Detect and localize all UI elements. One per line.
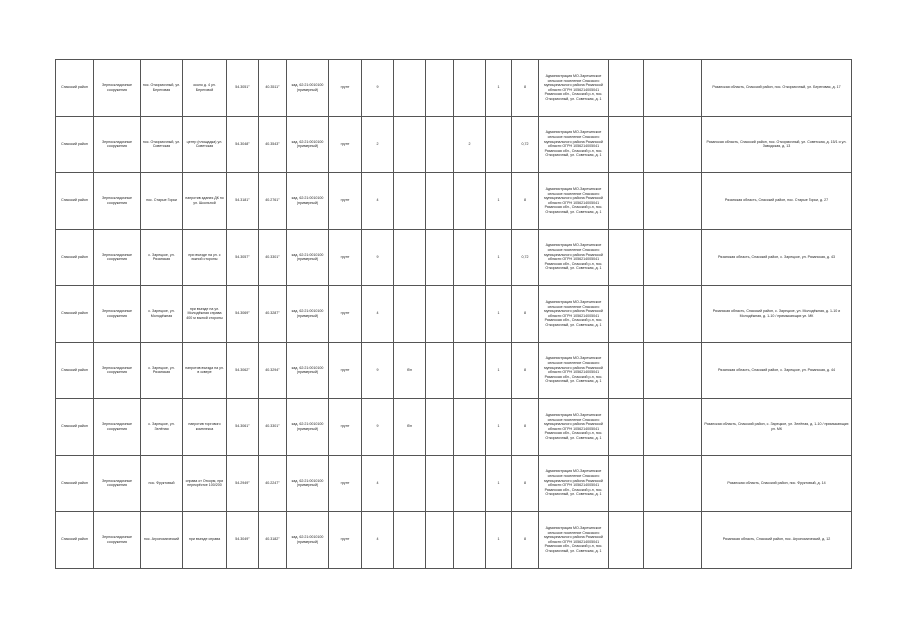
table-row — [56, 512, 852, 569]
col9-cell: б/н — [394, 342, 426, 399]
col13-cell: 8 — [512, 399, 539, 456]
longitude-cell: 40.3294° — [259, 342, 287, 399]
address-cell: Рязанская область, Спасский район, пос. Фруктовый, д. 14 — [702, 455, 852, 512]
address-cell: Рязанская область, Спасский район, пос. Откормочный, ул. Береговая, д. 17 — [702, 60, 852, 117]
col9-cell — [394, 116, 426, 173]
col16-cell — [644, 512, 702, 569]
settlement-cell: пос. Откормочный, ул. Береговая — [141, 60, 183, 117]
owner-cell: Администрация МО-Заречинское сельское поселение Спасского муниципального района Рязанской области ОГРН 1056214005041 Рязанская обл., Спасский р-н, пос. Откормочный, ул. Советская, д. 1 — [539, 399, 609, 456]
col15-cell — [609, 455, 644, 512]
col10-cell — [426, 60, 454, 117]
col11-cell: 2 — [454, 116, 486, 173]
col13-cell: 0,72 — [512, 116, 539, 173]
area-cell: 9 — [362, 342, 394, 399]
col16-cell — [644, 173, 702, 230]
district-cell: Спасский район — [56, 116, 94, 173]
cover-cell: грунт — [329, 173, 362, 230]
col16-cell — [644, 286, 702, 343]
cover-cell: грунт — [329, 455, 362, 512]
settlement-cell: с. Зарецкое, ул. Молодёжная — [141, 286, 183, 343]
col16-cell — [644, 116, 702, 173]
owner-cell: Администрация МО-Заречинское сельское поселение Спасского муниципального района Рязанской области ОГРН 1056214005041 Рязанская обл., Спасский р-н, пос. Откормочный, ул. Советская, д. 1 — [539, 512, 609, 569]
cadastral-cell: кад. 62:21:0010100 (примерный) — [287, 229, 329, 286]
settlement-cell: с. Зарецкое, ул. Рязанская — [141, 229, 183, 286]
longitude-cell: 40.2247° — [259, 455, 287, 512]
address-cell: Рязанская область, Спасский район, с. Зарецкое, ул. Молодёжная, д. 1-10 и Молодёжная, д. 1-10 / примыкающих ул. МК — [702, 286, 852, 343]
table-row — [56, 399, 852, 456]
table-row — [56, 342, 852, 399]
owner-cell: Администрация МО-Заречинское сельское поселение Спасского муниципального района Рязанской области ОГРН 1056214005041 Рязанская обл., Спасский р-н, пос. Откормочный, ул. Советская, д. 1 — [539, 173, 609, 230]
settlement-cell: пос. Старые Горки — [141, 173, 183, 230]
col10-cell — [426, 173, 454, 230]
col15-cell — [609, 60, 644, 117]
table-row — [56, 229, 852, 286]
col10-cell — [426, 399, 454, 456]
settlement-cell: пос. Агрономический — [141, 512, 183, 569]
cadastral-cell: кад. 62:21:0010100 (примерный) — [287, 173, 329, 230]
col11-cell — [454, 399, 486, 456]
longitude-cell: 40.3511° — [259, 60, 287, 117]
location-cell: при въезде на ул. с южной стороны — [183, 229, 227, 286]
owner-cell: Администрация МО-Заречинское сельское поселение Спасского муниципального района Рязанской области ОГРН 1056214005041 Рязанская обл., Спасский р-н, пос. Откормочный, ул. Советская, д. 1 — [539, 60, 609, 117]
col13-cell: 8 — [512, 342, 539, 399]
location-cell: центр (площадка) ул. Советская — [183, 116, 227, 173]
latitude-cell: 54.2949° — [227, 455, 259, 512]
col13-cell: 8 — [512, 512, 539, 569]
settlement-cell: пос. Откормочный, ул. Советская — [141, 116, 183, 173]
registry-table — [55, 59, 852, 569]
col10-cell — [426, 229, 454, 286]
cadastral-cell: кад. 62:21:0010100 (примерный) — [287, 286, 329, 343]
location-cell: напротив здания ДК по ул. Школьной — [183, 173, 227, 230]
object-type-cell: Зерноскладочные сооружения — [94, 173, 141, 230]
col10-cell — [426, 455, 454, 512]
col9-cell — [394, 60, 426, 117]
col15-cell — [609, 229, 644, 286]
location-cell: при въезде справа — [183, 512, 227, 569]
cadastral-cell: кад. 62:21:0010100 (примерный) — [287, 342, 329, 399]
settlement-cell: с. Зарецкое, ул. Зелёная — [141, 399, 183, 456]
cadastral-cell: кад. 62:21:0010100 (примерный) — [287, 60, 329, 117]
col15-cell — [609, 399, 644, 456]
object-type-cell: Зерноскладочные сооружения — [94, 286, 141, 343]
location-cell: около д. 4 ул. Береговой — [183, 60, 227, 117]
col9-cell — [394, 512, 426, 569]
col15-cell — [609, 286, 644, 343]
owner-cell: Администрация МО-Заречинское сельское поселение Спасского муниципального района Рязанской области ОГРН 1056214005041 Рязанская обл., Спасский р-н, пос. Откормочный, ул. Советская, д. 1 — [539, 286, 609, 343]
col11-cell — [454, 286, 486, 343]
address-cell: Рязанская область, Спасский район, пос. Агрономический, д. 12 — [702, 512, 852, 569]
area-cell: 4 — [362, 173, 394, 230]
col10-cell — [426, 286, 454, 343]
col11-cell — [454, 173, 486, 230]
area-cell: 9 — [362, 399, 394, 456]
settlement-cell: с. Зарецкое, ул. Рязанская — [141, 342, 183, 399]
district-cell: Спасский район — [56, 286, 94, 343]
cover-cell: грунт — [329, 286, 362, 343]
latitude-cell: 54.3062° — [227, 342, 259, 399]
owner-cell: Администрация МО-Заречинское сельское поселение Спасского муниципального района Рязанской области ОГРН 1056214005041 Рязанская обл., Спасский р-н, пос. Откормочный, ул. Советская, д. 1 — [539, 455, 609, 512]
col9-cell — [394, 173, 426, 230]
area-cell: 9 — [362, 60, 394, 117]
settlement-cell: пос. Фруктовый — [141, 455, 183, 512]
col16-cell — [644, 342, 702, 399]
cover-cell: грунт — [329, 512, 362, 569]
object-type-cell: Зерноскладочные сооружения — [94, 512, 141, 569]
area-cell: 9 — [362, 229, 394, 286]
table-row — [56, 286, 852, 343]
table-row — [56, 60, 852, 117]
col13-cell: 0,72 — [512, 229, 539, 286]
owner-cell: Администрация МО-Заречинское сельское поселение Спасского муниципального района Рязанской области ОГРН 1056214005041 Рязанская обл., Спасский р-н, пос. Откормочный, ул. Советская, д. 1 — [539, 116, 609, 173]
object-type-cell: Зерноскладочные сооружения — [94, 455, 141, 512]
cadastral-cell: кад. 62:21:0010100 (примерный) — [287, 116, 329, 173]
latitude-cell: 54.3181° — [227, 173, 259, 230]
col9-cell — [394, 455, 426, 512]
cover-cell: грунт — [329, 116, 362, 173]
col10-cell — [426, 116, 454, 173]
address-cell: Рязанская область, Спасский район, пос. Откормочный, ул. Советская, д. 15/1 и ул. Заводская, д. 13 — [702, 116, 852, 173]
col13-cell: 8 — [512, 455, 539, 512]
cadastral-cell: кад. 62:21:0010100 (примерный) — [287, 455, 329, 512]
district-cell: Спасский район — [56, 342, 94, 399]
col11-cell — [454, 512, 486, 569]
object-type-cell: Зерноскладочные сооружения — [94, 60, 141, 117]
col13-cell: 8 — [512, 173, 539, 230]
longitude-cell: 40.3543° — [259, 116, 287, 173]
col11-cell — [454, 455, 486, 512]
col16-cell — [644, 399, 702, 456]
latitude-cell: 54.3051° — [227, 60, 259, 117]
col15-cell — [609, 173, 644, 230]
owner-cell: Администрация МО-Заречинское сельское поселение Спасского муниципального района Рязанской области ОГРН 1056214005041 Рязанская обл., Спасский р-н, пос. Откормочный, ул. Советская, д. 1 — [539, 229, 609, 286]
cadastral-cell: кад. 62:21:0010100 (примерный) — [287, 512, 329, 569]
cover-cell: грунт — [329, 229, 362, 286]
area-cell: 4 — [362, 286, 394, 343]
col12-cell: 1 — [486, 286, 512, 343]
district-cell: Спасский район — [56, 173, 94, 230]
col9-cell — [394, 229, 426, 286]
district-cell: Спасский район — [56, 229, 94, 286]
col9-cell — [394, 286, 426, 343]
location-cell: напротив въезда на ул. в сквере — [183, 342, 227, 399]
district-cell: Спасский район — [56, 455, 94, 512]
col13-cell: 8 — [512, 286, 539, 343]
col9-cell: б/н — [394, 399, 426, 456]
col16-cell — [644, 455, 702, 512]
col15-cell — [609, 116, 644, 173]
location-cell: справа от Откорм, при перекрёстке 100/200 — [183, 455, 227, 512]
longitude-cell: 40.3182° — [259, 512, 287, 569]
address-cell: Рязанская область, Спасский район, с. Зарецкое, ул. Рязанская, д. 44 — [702, 342, 852, 399]
col16-cell — [644, 60, 702, 117]
col11-cell — [454, 342, 486, 399]
latitude-cell: 54.3049° — [227, 512, 259, 569]
district-cell: Спасский район — [56, 60, 94, 117]
latitude-cell: 54.3048° — [227, 116, 259, 173]
col13-cell: 8 — [512, 60, 539, 117]
latitude-cell: 54.3057° — [227, 229, 259, 286]
col12-cell: 1 — [486, 229, 512, 286]
col12-cell: 1 — [486, 173, 512, 230]
col15-cell — [609, 342, 644, 399]
area-cell: 2 — [362, 116, 394, 173]
address-cell: Рязанская область, Спасский район, пос. Старые Горки, д. 27 — [702, 173, 852, 230]
col12-cell: 1 — [486, 60, 512, 117]
location-cell: при въезде на ул. Молодёжная справа 400 м южной стороны — [183, 286, 227, 343]
area-cell: 4 — [362, 455, 394, 512]
cadastral-cell: кад. 62:21:0010100 (примерный) — [287, 399, 329, 456]
table-row — [56, 455, 852, 512]
district-cell: Спасский район — [56, 399, 94, 456]
table-row — [56, 173, 852, 230]
col11-cell — [454, 229, 486, 286]
latitude-cell: 54.3061° — [227, 399, 259, 456]
col10-cell — [426, 512, 454, 569]
table-row — [56, 116, 852, 173]
longitude-cell: 40.3301° — [259, 229, 287, 286]
cover-cell: грунт — [329, 342, 362, 399]
latitude-cell: 54.3069° — [227, 286, 259, 343]
col15-cell — [609, 512, 644, 569]
col10-cell — [426, 342, 454, 399]
col12-cell: 1 — [486, 455, 512, 512]
col12-cell: 1 — [486, 512, 512, 569]
area-cell: 4 — [362, 512, 394, 569]
address-cell: Рязанская область, Спасский район, с. Зарецкое, ул. Рязанская, д. 43 — [702, 229, 852, 286]
owner-cell: Администрация МО-Заречинское сельское поселение Спасского муниципального района Рязанской области ОГРН 1056214005041 Рязанская обл., Спасский р-н, пос. Откормочный, ул. Советская, д. 1 — [539, 342, 609, 399]
col12-cell — [486, 116, 512, 173]
object-type-cell: Зерноскладочные сооружения — [94, 229, 141, 286]
longitude-cell: 40.3301° — [259, 399, 287, 456]
col11-cell — [454, 60, 486, 117]
object-type-cell: Зерноскладочные сооружения — [94, 342, 141, 399]
cover-cell: грунт — [329, 60, 362, 117]
district-cell: Спасский район — [56, 512, 94, 569]
cover-cell: грунт — [329, 399, 362, 456]
col12-cell: 1 — [486, 399, 512, 456]
object-type-cell: Зерноскладочные сооружения — [94, 116, 141, 173]
object-type-cell: Зерноскладочные сооружения — [94, 399, 141, 456]
address-cell: Рязанская область, Спасский район, с. Зарецкое, ул. Зелёная, д. 1-10 / примыкающих ул. МК — [702, 399, 852, 456]
longitude-cell: 40.3287° — [259, 286, 287, 343]
col16-cell — [644, 229, 702, 286]
location-cell: напротив торгового комплекса — [183, 399, 227, 456]
longitude-cell: 40.2761° — [259, 173, 287, 230]
col12-cell: 1 — [486, 342, 512, 399]
